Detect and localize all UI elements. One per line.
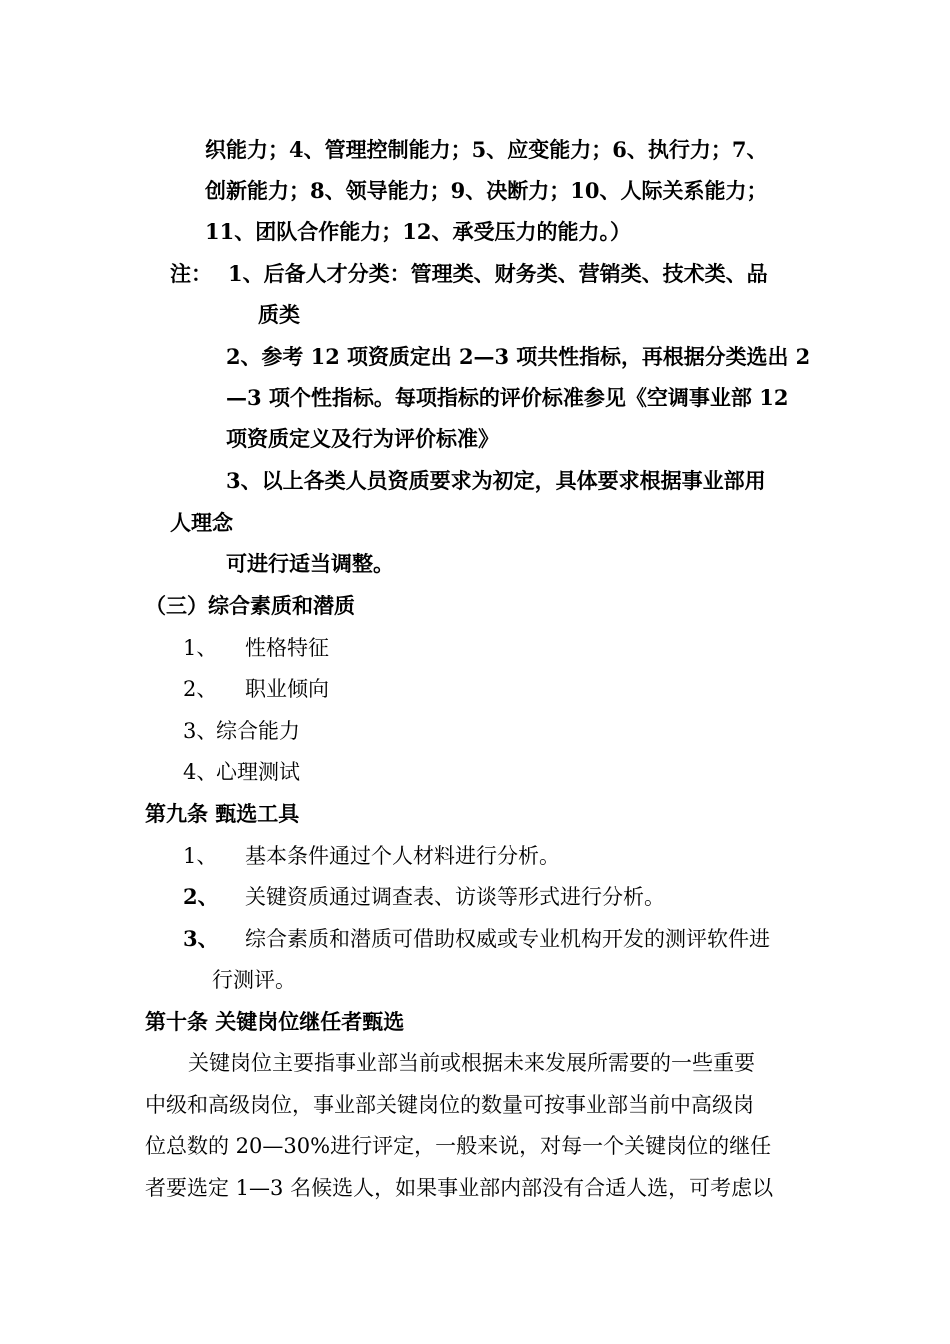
note-line: 人理念	[170, 510, 233, 535]
list-item: 综合能力	[216, 719, 300, 743]
body-line: 11、团队合作能力；12、承受压力的能力。）	[205, 219, 631, 244]
list-number: 1、	[183, 844, 218, 868]
note-line: —3 项个性指标。每项指标的评价标准参见《空调事业部 12	[226, 385, 789, 410]
article-heading: 第十条 关键岗位继任者甄选	[145, 1009, 405, 1034]
note-line: 项资质定义及行为评价标准》	[226, 426, 499, 451]
note-line: 质类	[258, 302, 300, 327]
section-heading: （三）综合素质和潜质	[145, 593, 355, 618]
list-number: 1、	[183, 636, 218, 660]
note-label: 注：	[170, 261, 212, 286]
list-item: 关键资质通过调查表、访谈等形式进行分析。	[245, 885, 665, 909]
list-number: 3、	[183, 719, 218, 743]
list-item: 心理测试	[216, 760, 300, 784]
paragraph-line: 位总数的 20—30%进行评定，一般来说，对每一个关键岗位的继任	[145, 1134, 772, 1158]
list-number: 4、	[183, 760, 218, 784]
note-line: 3、以上各类人员资质要求为初定，具体要求根据事业部用	[226, 468, 766, 493]
body-line: 织能力；4、管理控制能力；5、应变能力；6、执行力；7、	[205, 137, 768, 162]
paragraph-line: 中级和高级岗位，事业部关键岗位的数量可按事业部当前中高级岗	[145, 1093, 754, 1117]
list-number: 3、	[183, 926, 219, 951]
list-item: 综合素质和潜质可借助权威或专业机构开发的测评软件进	[245, 927, 770, 951]
list-number: 2、	[183, 884, 219, 909]
list-number: 2、	[183, 677, 218, 701]
note-line: 可进行适当调整。	[226, 551, 394, 576]
list-item: 基本条件通过个人材料进行分析。	[245, 844, 560, 868]
note-line: 2、参考 12 项资质定出 2—3 项共性指标，再根据分类选出 2	[226, 344, 811, 369]
list-item: 性格特征	[245, 636, 329, 660]
paragraph-line: 关键岗位主要指事业部当前或根据未来发展所需要的一些重要	[188, 1051, 755, 1075]
list-item-continued: 行测评。	[212, 968, 296, 992]
paragraph-line: 者要选定 1—3 名候选人，如果事业部内部没有合适人选，可考虑以	[145, 1176, 774, 1200]
body-line: 创新能力；8、领导能力；9、决断力；10、人际关系能力；	[205, 178, 768, 203]
note-line: 1、后备人才分类：管理类、财务类、营销类、技术类、品	[228, 261, 768, 286]
list-item: 职业倾向	[245, 677, 329, 701]
article-heading: 第九条 甄选工具	[145, 801, 300, 826]
